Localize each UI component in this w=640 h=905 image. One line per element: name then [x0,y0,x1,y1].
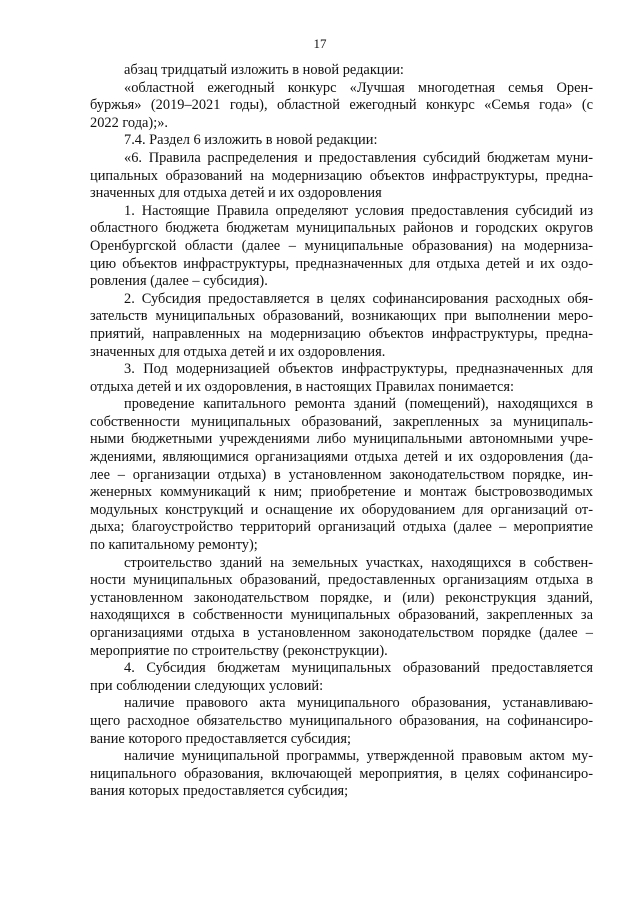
paragraph [90,361,593,396]
text-line: женерных коммуникаций к ним; приобретение и монтаж быстровозводимых [90,484,593,501]
text-line: вания которых предоставляется субсидия; [90,783,349,800]
text-line: цию объектов инфраструктуры, предназначенных для отдыха детей и их оздо- [90,255,593,272]
text-line: буржья» (2019–2021 годы), областной ежегодный конкурс «Семья года» (с [90,97,593,114]
paragraph [90,695,593,748]
text-line: ности муниципальных образований, предоставленных организациям отдыха в [90,572,593,589]
text-line: зательств муниципальных образований, возникающих при выполнении меро- [90,308,593,325]
text-line: «областной ежегодный конкурс «Лучшая многодетная семья Орен- [124,79,593,96]
paragraph [90,291,593,361]
text-line: значенных для отдыха детей и их оздоровления. [90,343,386,360]
paragraph [90,748,593,801]
text-line: по капитальному ремонту); [90,537,258,554]
text-line: дыха; благоустройство территорий организаций отдыха (далее – мероприятие [90,519,593,536]
text-line: ципальных образований на модернизацию объектов инфраструктуры, предна- [90,167,593,184]
paragraph [90,660,593,695]
text-line: лее – организации отдыха) в установленном законодательством порядке, ин- [90,466,593,483]
text-line: собственности муниципальных образований, закрепленных за муниципаль- [90,413,593,430]
text-line: «6. Правила распределения и предоставления субсидий бюджетам муни- [124,149,593,166]
paragraph [90,132,593,150]
text-line: мероприятие по строительству (реконструкции). [90,642,388,659]
text-line: 1. Настоящие Правила определяют условия предоставления субсидий из [124,202,593,219]
text-line: ровления (далее – субсидия). [90,273,268,290]
text-line: щего расходное обязательство муниципального образования, на софинансиро- [90,712,593,729]
text-line: находящихся в собственности муниципальных образований, закрепленных за [90,607,593,624]
text-line: 2022 года);». [90,114,168,131]
text-line: установленном законодательством порядке, и (или) реконструкция зданий, [90,589,593,606]
text-line: ниципального образования, включающей мероприятия, в целях софинансиро- [90,765,593,782]
paragraph [90,203,593,291]
text-line: наличие правового акта муниципального образования, устанавливаю- [124,695,593,712]
text-line: ждениями, являющимися организациями отдыха детей и их оздоровления (да- [90,449,593,466]
text-line: абзац тридцатый изложить в новой редакции: [124,62,404,78]
paragraph [90,555,593,661]
text-line: приятий, направленных на модернизацию объектов инфраструктуры, предна- [90,325,593,342]
text-line: 3. Под модернизацией объектов инфраструктуры, предназначенных для [124,361,593,378]
paragraph [90,80,593,133]
text-line: 7.4. Раздел 6 изложить в новой редакции: [124,132,378,149]
text-line: отдыха детей и их оздоровления, в настоящих Правилах понимается: [90,378,514,395]
text-line: Оренбургской области (далее – муниципальные образования) на модерниза- [90,237,593,254]
text-line: значенных для отдыха детей и их оздоровления [90,185,382,202]
text-line: проведение капитального ремонта зданий (помещений), находящихся в [124,396,593,413]
text-line: строительство зданий на земельных участках, находящихся в собствен- [124,554,593,571]
text-line: наличие муниципальной программы, утвержденной правовым актом му- [124,748,593,765]
text-line: при соблюдении следующих условий: [90,677,324,694]
paragraph [90,150,593,203]
text-line: 2. Субсидия предоставляется в целях софинансирования расходных обя- [124,290,593,307]
text-line: модульных конструкций и оснащение их оборудованием для организаций от- [90,501,593,518]
text-line: организациями отдыха в установленном законодательством порядке (далее – [90,625,593,641]
text-line: областного бюджета бюджетам муниципальных районов и городских округов [90,220,593,237]
text-line: вание которого предоставляется субсидия; [90,730,351,747]
page-number: 17 [313,36,327,51]
paragraph [90,62,593,80]
text-line: ными бюджетными учреждениями либо муниципальными автономными учре- [90,431,593,448]
text-line: 4. Субсидия бюджетам муниципальных образований предоставляется [124,660,593,677]
document-body [90,62,593,801]
paragraph [90,396,593,554]
